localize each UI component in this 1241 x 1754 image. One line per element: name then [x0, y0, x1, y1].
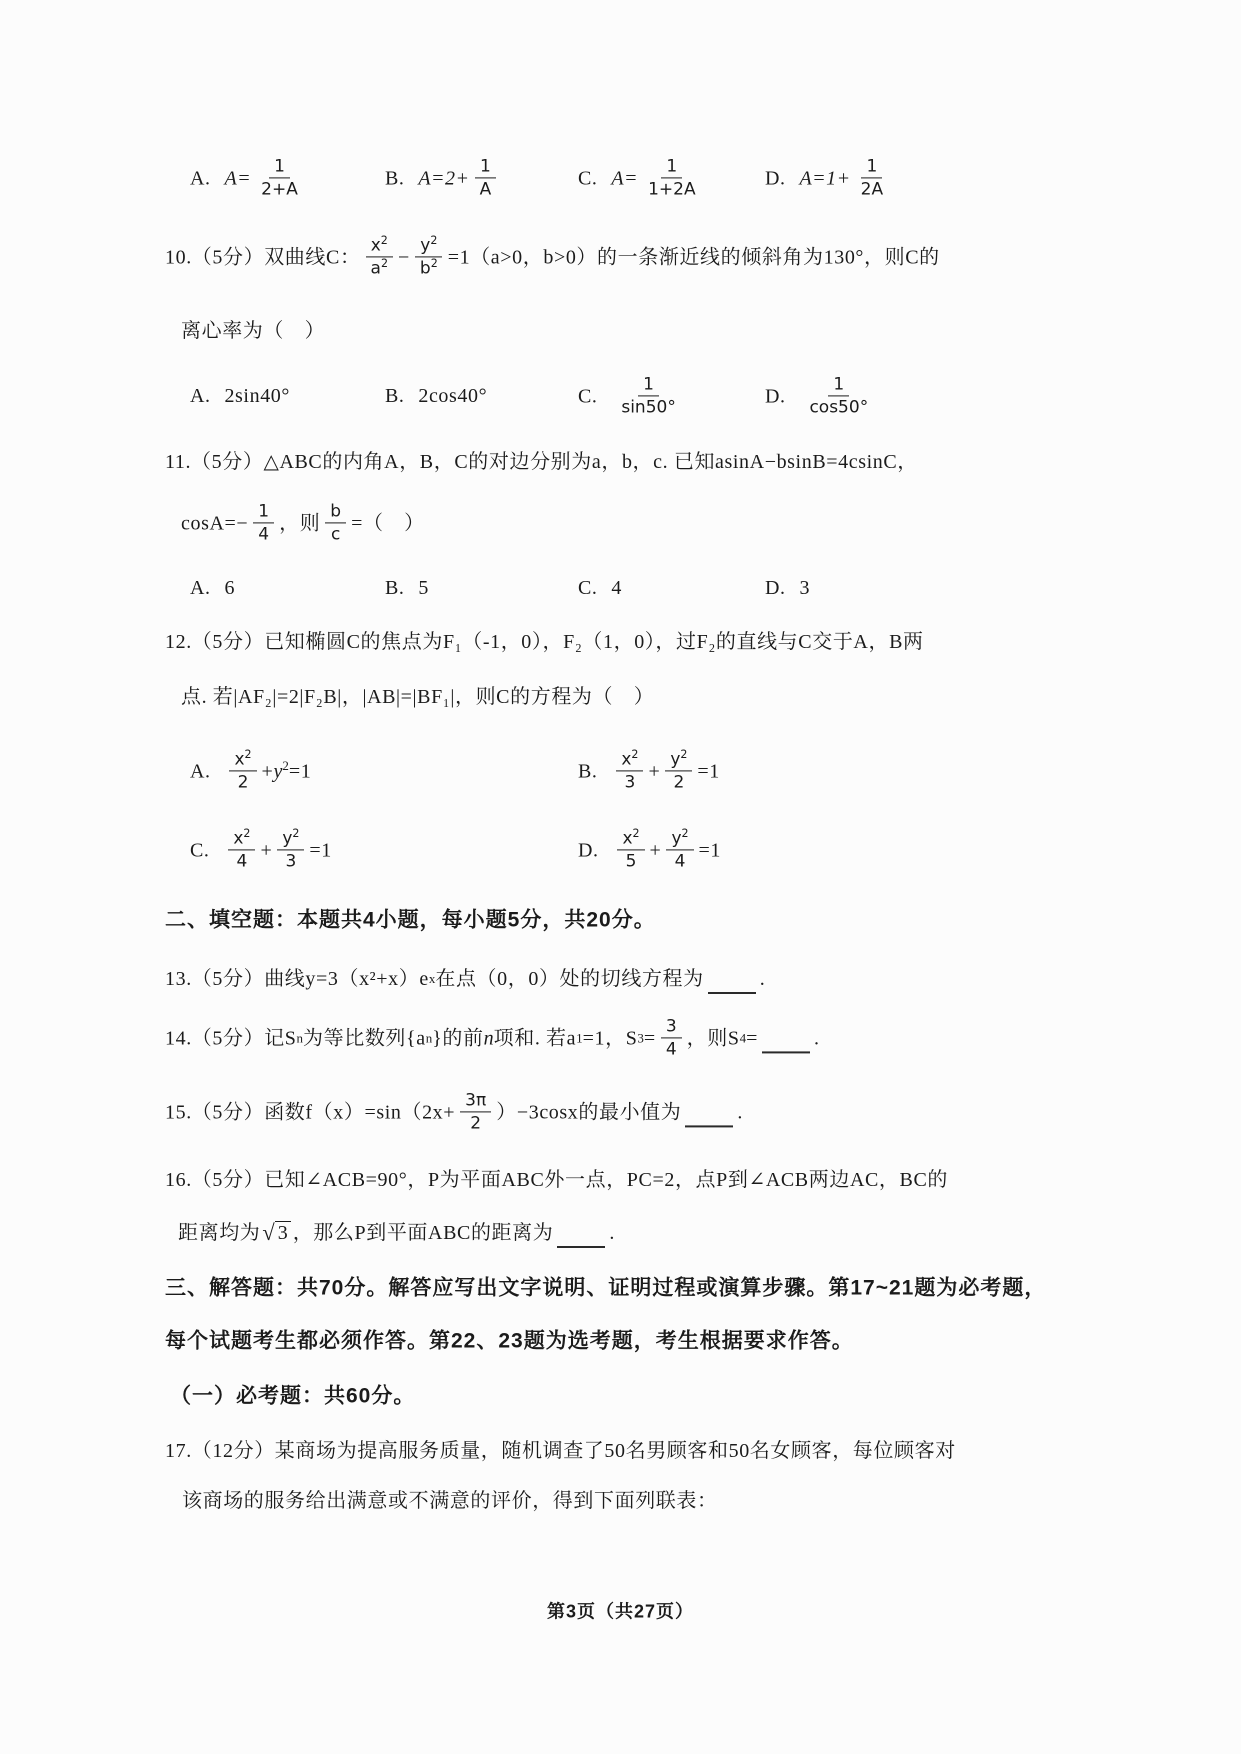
q14-text-6: =: [643, 1027, 656, 1049]
q9-option-a-expr: A=: [224, 167, 252, 189]
q11-option-d-text: 3: [799, 577, 811, 599]
q12-option-d-label: D.: [578, 839, 599, 861]
fraction-denominator: 1+2A: [648, 179, 696, 200]
fraction-numerator: 1: [661, 155, 682, 178]
q9-option-a-label: A.: [190, 167, 211, 189]
q10-option-c: [578, 373, 686, 418]
q11-line1-text: 11.（5分）△ABC的内角A，B，C的对边分别为a，b，c. 已知asinA−bsinB=4csinC，: [165, 451, 918, 473]
fraction-numerator: 1: [638, 373, 659, 396]
q9-option-a-fraction: [256, 155, 303, 200]
sqrt-3: [262, 1221, 290, 1245]
q9-option-b: [385, 155, 501, 200]
fraction-numerator: [617, 827, 644, 850]
q13-stem: 13.（5分）曲线y=3（x²+x）e x 在点（0，0）处的切线方程为 .: [165, 966, 765, 992]
fraction-numerator: b: [325, 500, 346, 523]
q9-option-d: [765, 155, 893, 200]
section-3-subheading: [170, 1382, 415, 1409]
exponent: 2: [243, 826, 251, 840]
q17-stem-line2: [182, 1488, 718, 1514]
var-x: x: [370, 235, 381, 256]
fraction-denominator: A: [479, 179, 492, 200]
q10-option-d: [765, 373, 878, 418]
exponent: 2: [631, 747, 639, 761]
section-3-line2-text: 每个试题考生都必须作答。第22、23题为选考题，考生根据要求作答。: [165, 1329, 854, 1353]
section-3-heading-line1: [165, 1274, 1046, 1301]
q9-option-c-expr: A=: [611, 167, 639, 189]
q11-stem-line2: [181, 500, 425, 545]
q9-option-b-expr: A=2+: [418, 167, 470, 189]
q9-option-b-fraction: [475, 155, 497, 200]
q10-option-a-label: A.: [190, 385, 211, 407]
var-x: x: [621, 749, 632, 770]
q9-option-c: [578, 155, 706, 200]
q14-text-2: 为等比数列{a: [303, 1027, 426, 1049]
q10-stem-line2: [181, 318, 325, 344]
equals-one: =1: [288, 760, 312, 782]
q12-option-b: [578, 748, 720, 793]
radicand: 3: [275, 1221, 291, 1245]
fraction-numerator: [665, 748, 692, 771]
q10-option-b: [385, 383, 487, 409]
fraction-denominator: sin50°: [621, 397, 676, 418]
q11-option-c-text: 4: [611, 577, 622, 599]
q14-text-8: =: [746, 1027, 758, 1049]
q13-period: .: [759, 968, 766, 990]
q10-line2-text: 离心率为（ ）: [181, 320, 326, 342]
fraction-numerator: 1: [475, 155, 496, 178]
fraction-numerator: [228, 827, 255, 850]
q16-stem-line1: [165, 1167, 948, 1193]
q13-text-1: 13.（5分）曲线y=3（x²+x）e: [165, 968, 429, 990]
q12-option-a-fraction: [229, 748, 256, 793]
q11-option-b-text: 5: [418, 577, 429, 599]
q12-option-b-label: B.: [578, 760, 598, 782]
fraction-denominator: 3: [285, 851, 297, 872]
q16-line2-text-1: 距离均为: [178, 1222, 261, 1244]
fraction-denominator: cos50°: [809, 397, 869, 418]
answer-blank: [708, 978, 756, 994]
q12-option-b-fraction2: [665, 748, 692, 793]
fraction-numerator: [616, 748, 643, 771]
q10-fraction-y2b2: [415, 234, 443, 279]
fraction-numerator: [415, 234, 442, 257]
var-y: y: [273, 760, 283, 782]
var-n: n: [483, 1027, 494, 1049]
var-x: x: [622, 828, 633, 849]
q9-option-c-fraction: [643, 155, 701, 200]
q12-option-d: [578, 827, 721, 872]
answer-blank: [685, 1111, 733, 1127]
q10-intro: 10.（5分）双曲线C：: [165, 246, 361, 268]
q14-text-5: =1，S: [582, 1027, 638, 1049]
var-y: y: [282, 828, 293, 849]
q11-stem-line1: [165, 449, 918, 475]
minus-sign: −: [398, 246, 410, 268]
fraction-numerator: 1: [253, 500, 274, 523]
q11-fraction-1-4: [253, 500, 274, 545]
q14-text-3: }的前: [432, 1027, 484, 1049]
equals-one: =1: [309, 839, 332, 861]
q15-stem: [165, 1089, 743, 1134]
exponent: 2: [681, 826, 689, 840]
var-y-squared: [273, 758, 288, 784]
fraction-numerator: [229, 748, 256, 771]
q12-option-c: [190, 827, 332, 872]
q11-then-text: ，则: [279, 512, 321, 534]
var-y: y: [420, 235, 431, 256]
section-2-heading: [165, 906, 656, 933]
q15-period: .: [737, 1101, 743, 1123]
var-y: y: [671, 828, 682, 849]
fraction-denominator: c: [331, 524, 341, 545]
fraction-denominator: 2: [237, 772, 249, 793]
q11-option-b-label: B.: [385, 577, 405, 599]
q16-stem-line2: [178, 1220, 615, 1246]
q12-option-c-label: C.: [190, 839, 210, 861]
page-number-text: 第3页（共27页）: [546, 1601, 695, 1622]
q9-option-d-expr: A=1+: [799, 167, 851, 189]
q11-option-c-label: C.: [578, 577, 598, 599]
q10-option-d-fraction: [804, 373, 873, 418]
q12-stem-line2: [181, 684, 654, 710]
q11-option-c: [578, 575, 622, 601]
q16-line2-text-2: ，那么P到平面ABC的距离为: [292, 1222, 554, 1244]
q16-period: .: [609, 1222, 615, 1244]
fraction-denominator: 4: [665, 1039, 677, 1060]
q15-text-2: ）−3cosx的最小值为: [496, 1101, 682, 1123]
section-3-heading-line2: [165, 1327, 854, 1354]
q12-line2-text: 点. 若|AF₂|=2|F₂B|，|AB|=|BF₁|，则C的方程为（ ）: [181, 686, 655, 708]
q11-option-a-text: 6: [224, 577, 236, 599]
plus-sign: +: [648, 760, 661, 782]
exponent: 2: [292, 826, 300, 840]
fraction-numerator: 3π: [460, 1089, 491, 1112]
q14-stem: 14.（5分）记S n 为等比数列{a n }的前 n 项和. 若a 1 =1，S 3 = $\frac{3}{4}$ ，则S 4 = .: [165, 1016, 820, 1060]
q14-text-4: 项和. 若a: [493, 1027, 577, 1049]
q12-stem-line1: [165, 629, 924, 655]
q10-option-c-label: C.: [578, 385, 598, 407]
fraction-numerator: 1: [828, 373, 849, 396]
q11-option-a-label: A.: [190, 577, 211, 599]
radical-sign: √: [262, 1220, 275, 1245]
fraction-denominator: 4: [236, 851, 248, 872]
q10-option-b-label: B.: [385, 385, 405, 407]
q17-line1-text: 17.（12分）某商场为提高服务质量，随机调查了50名男顾客和50名女顾客，每位顾客对: [165, 1440, 956, 1462]
q11-option-d: [765, 575, 810, 601]
fraction-numerator: [277, 827, 304, 850]
section-3-line1-text: 三、解答题：共70分。解答应写出文字说明、证明过程或演算步骤。第17~21题为必考题，: [165, 1276, 1047, 1300]
fraction-denominator: 4: [258, 524, 270, 545]
q9-option-d-fraction: [856, 155, 888, 200]
q9-option-a: [190, 155, 308, 200]
var-x: x: [234, 749, 245, 770]
q11-choice-parens: =（ ）: [351, 512, 425, 534]
fraction-numerator: [366, 234, 393, 257]
q12-option-a-label: A.: [190, 760, 211, 782]
q14-fraction-3-4: [661, 1015, 682, 1060]
answer-blank: [557, 1232, 605, 1248]
fraction-denominator: 2A: [860, 179, 884, 200]
q9-option-d-label: D.: [765, 167, 786, 189]
q12-line1-text: 12.（5分）已知椭圆C的焦点为F₁（-1，0），F₂（1，0），过F₂的直线与C交于A，B两: [165, 631, 924, 653]
q12-option-d-fraction1: [617, 827, 644, 872]
answer-blank: [762, 1037, 810, 1053]
exponent: 2: [380, 233, 388, 247]
fraction-denominator: [366, 258, 393, 280]
fraction-denominator: 2: [673, 772, 685, 793]
q17-stem-line1: [165, 1438, 956, 1464]
q11-cos-expr: cosA=−: [181, 512, 249, 534]
q14-text-7: ，则S: [686, 1027, 740, 1049]
q10-option-d-label: D.: [765, 385, 786, 407]
fraction-denominator: [415, 258, 443, 280]
fraction-denominator: 2+A: [261, 179, 298, 200]
page-footer: [0, 1600, 1241, 1623]
fraction-denominator: 5: [625, 851, 637, 872]
q11-fraction-b-c: [325, 500, 346, 545]
var-a: a: [370, 258, 381, 279]
q12-option-d-fraction2: [666, 827, 693, 872]
section-2-heading-text: 二、填空题：本题共4小题，每小题5分，共20分。: [165, 908, 656, 932]
var-y: y: [670, 749, 681, 770]
q13-text-2: 在点（0，0）处的切线方程为: [435, 968, 704, 990]
q15-text-1: 15.（5分）函数f（x）=sin（2x+: [165, 1101, 456, 1123]
fraction-numerator: 1: [861, 155, 882, 178]
equals-one: =1: [698, 839, 722, 861]
fraction-denominator: 2: [470, 1113, 482, 1134]
exponent: 2: [430, 256, 438, 270]
exponent: 2: [430, 233, 438, 247]
q12-option-c-fraction2: [277, 827, 304, 872]
q9-option-b-label: B.: [385, 167, 405, 189]
q17-line2-text: 该商场的服务给出满意或不满意的评价，得到下面列联表：: [182, 1490, 718, 1512]
fraction-numerator: 3: [661, 1015, 682, 1038]
var-b: b: [419, 258, 431, 279]
q16-line1-text: 16.（5分）已知∠ACB=90°，P为平面ABC外一点，PC=2，点P到∠ACB两边AC，BC的: [165, 1169, 949, 1191]
q12-option-b-fraction1: [616, 748, 643, 793]
exponent: 2: [680, 747, 688, 761]
exponent: 2: [632, 826, 640, 840]
q12-option-a: [190, 748, 311, 793]
var-x: x: [233, 828, 244, 849]
q9-option-c-label: C.: [578, 167, 598, 189]
exponent: 2: [282, 757, 289, 773]
fraction-numerator: 1: [269, 155, 290, 178]
plus-sign: +: [260, 839, 273, 861]
q10-fraction-x2a2: [366, 234, 393, 279]
exponent: 2: [380, 256, 388, 270]
q11-option-b: [385, 575, 429, 601]
q12-option-c-fraction1: [228, 827, 255, 872]
q10-stem-rest: =1（a>0，b>0）的一条渐近线的倾斜角为130°，则C的: [447, 246, 940, 268]
q11-option-d-label: D.: [765, 577, 786, 599]
q10-option-b-text: 2cos40°: [418, 385, 488, 407]
fraction-numerator: [666, 827, 693, 850]
fraction-denominator: 4: [674, 851, 686, 872]
equals-one: =1: [697, 760, 720, 782]
fraction-denominator: 3: [624, 772, 636, 793]
q10-option-c-fraction: [616, 373, 681, 418]
q11-option-a: [190, 575, 235, 601]
exponent: 2: [244, 747, 252, 761]
plus-sign: +: [649, 839, 662, 861]
section-3-subheading-text: （一）必考题：共60分。: [170, 1384, 416, 1408]
q14-text-1: 14.（5分）记S: [165, 1027, 297, 1049]
q14-period: .: [813, 1027, 820, 1049]
q10-option-a: [190, 383, 290, 409]
plus-sign: +: [261, 760, 274, 782]
q10-option-a-text: 2sin40°: [224, 385, 290, 407]
q10-stem-line1: [165, 234, 940, 279]
q15-fraction-3pi-2: [460, 1089, 491, 1134]
